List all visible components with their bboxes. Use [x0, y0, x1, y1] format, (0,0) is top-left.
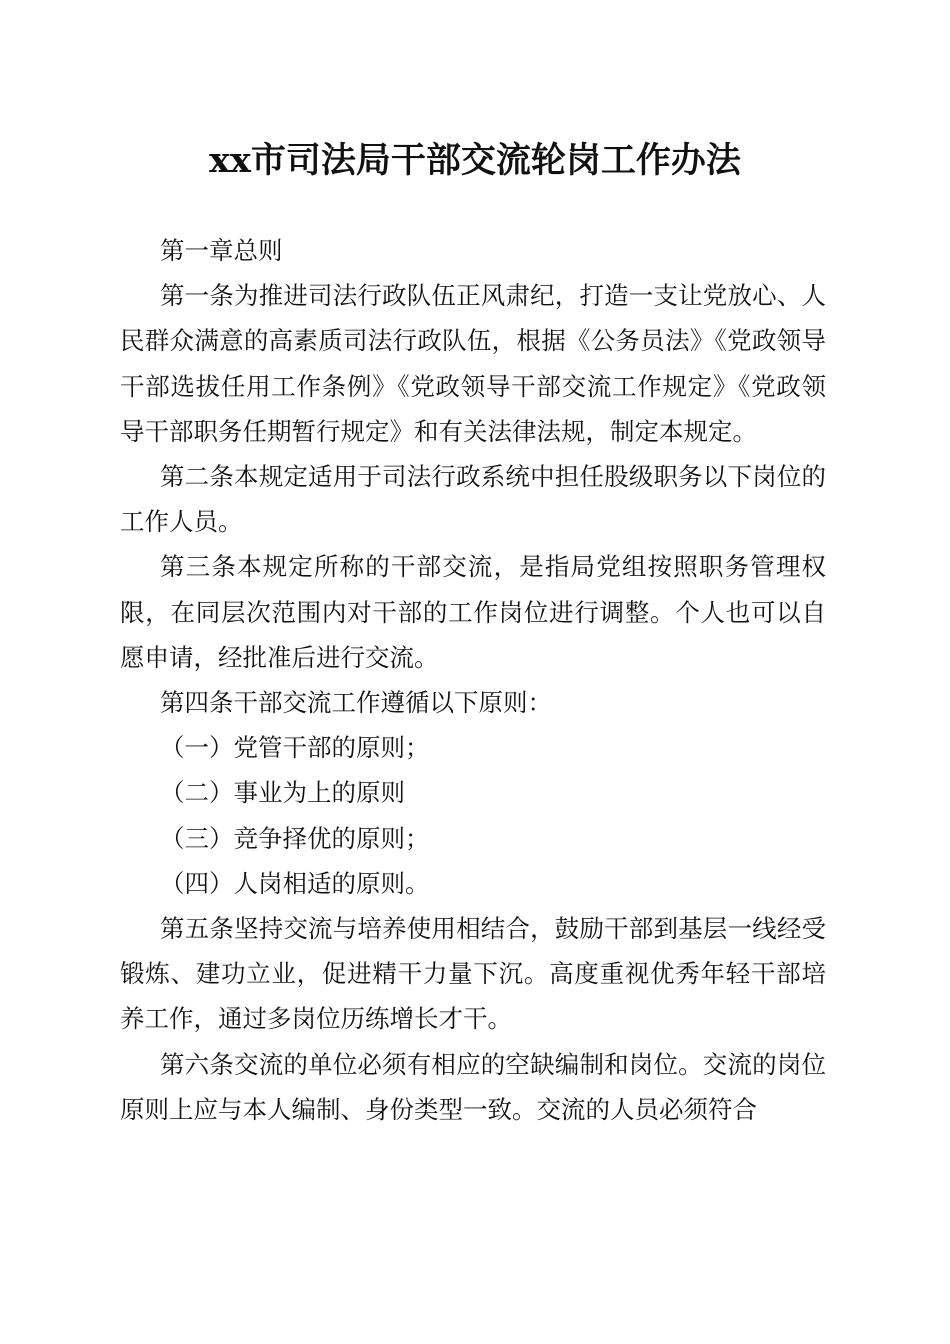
article-2: 第二条本规定适用于司法行政系统中担任股级职务以下岗位的工作人员。 [120, 462, 826, 537]
principle-item-1: （一）党管干部的原则； [160, 733, 430, 763]
document-title: xx市司法局干部交流轮岗工作办法 [209, 140, 741, 181]
article-1: 第一条为推进司法行政队伍正风肃纪，打造一支让党放心、人民群众满意的高素质司法行政队伍，根据《公务员法》《党政领导干部选拔任用工作条例》《党政领导干部交流工作规定》《党政领导干部职务任期暂行规定》和有关法律法规，制定本规定。 [120, 281, 826, 446]
document-body [120, 228, 826, 1132]
principle-item-2: （二）事业为上的原则 [160, 778, 405, 808]
article-6: 第六条交流的单位必须有相应的空缺编制和岗位。交流的岗位原则上应与本人编制、身份类型一致。交流的人员必须符合 [120, 1049, 826, 1124]
article-3: 第三条本规定所称的干部交流，是指局党组按照职务管理权限，在同层次范围内对干部的工作岗位进行调整。个人也可以自愿申请，经批准后进行交流。 [120, 552, 826, 672]
principle-item-3: （三）竞争择优的原则； [160, 823, 430, 853]
principle-item-4: （四）人岗相适的原则。 [160, 868, 430, 898]
article-4: 第四条干部交流工作遵循以下原则： [160, 688, 552, 718]
chapter-heading: 第一章总则 [160, 236, 283, 265]
article-5: 第五条坚持交流与培养使用相结合，鼓励干部到基层一线经受锻炼、建功立业，促进精干力量下沉。高度重视优秀年轻干部培养工作，通过多岗位历练增长才干。 [120, 914, 826, 1034]
